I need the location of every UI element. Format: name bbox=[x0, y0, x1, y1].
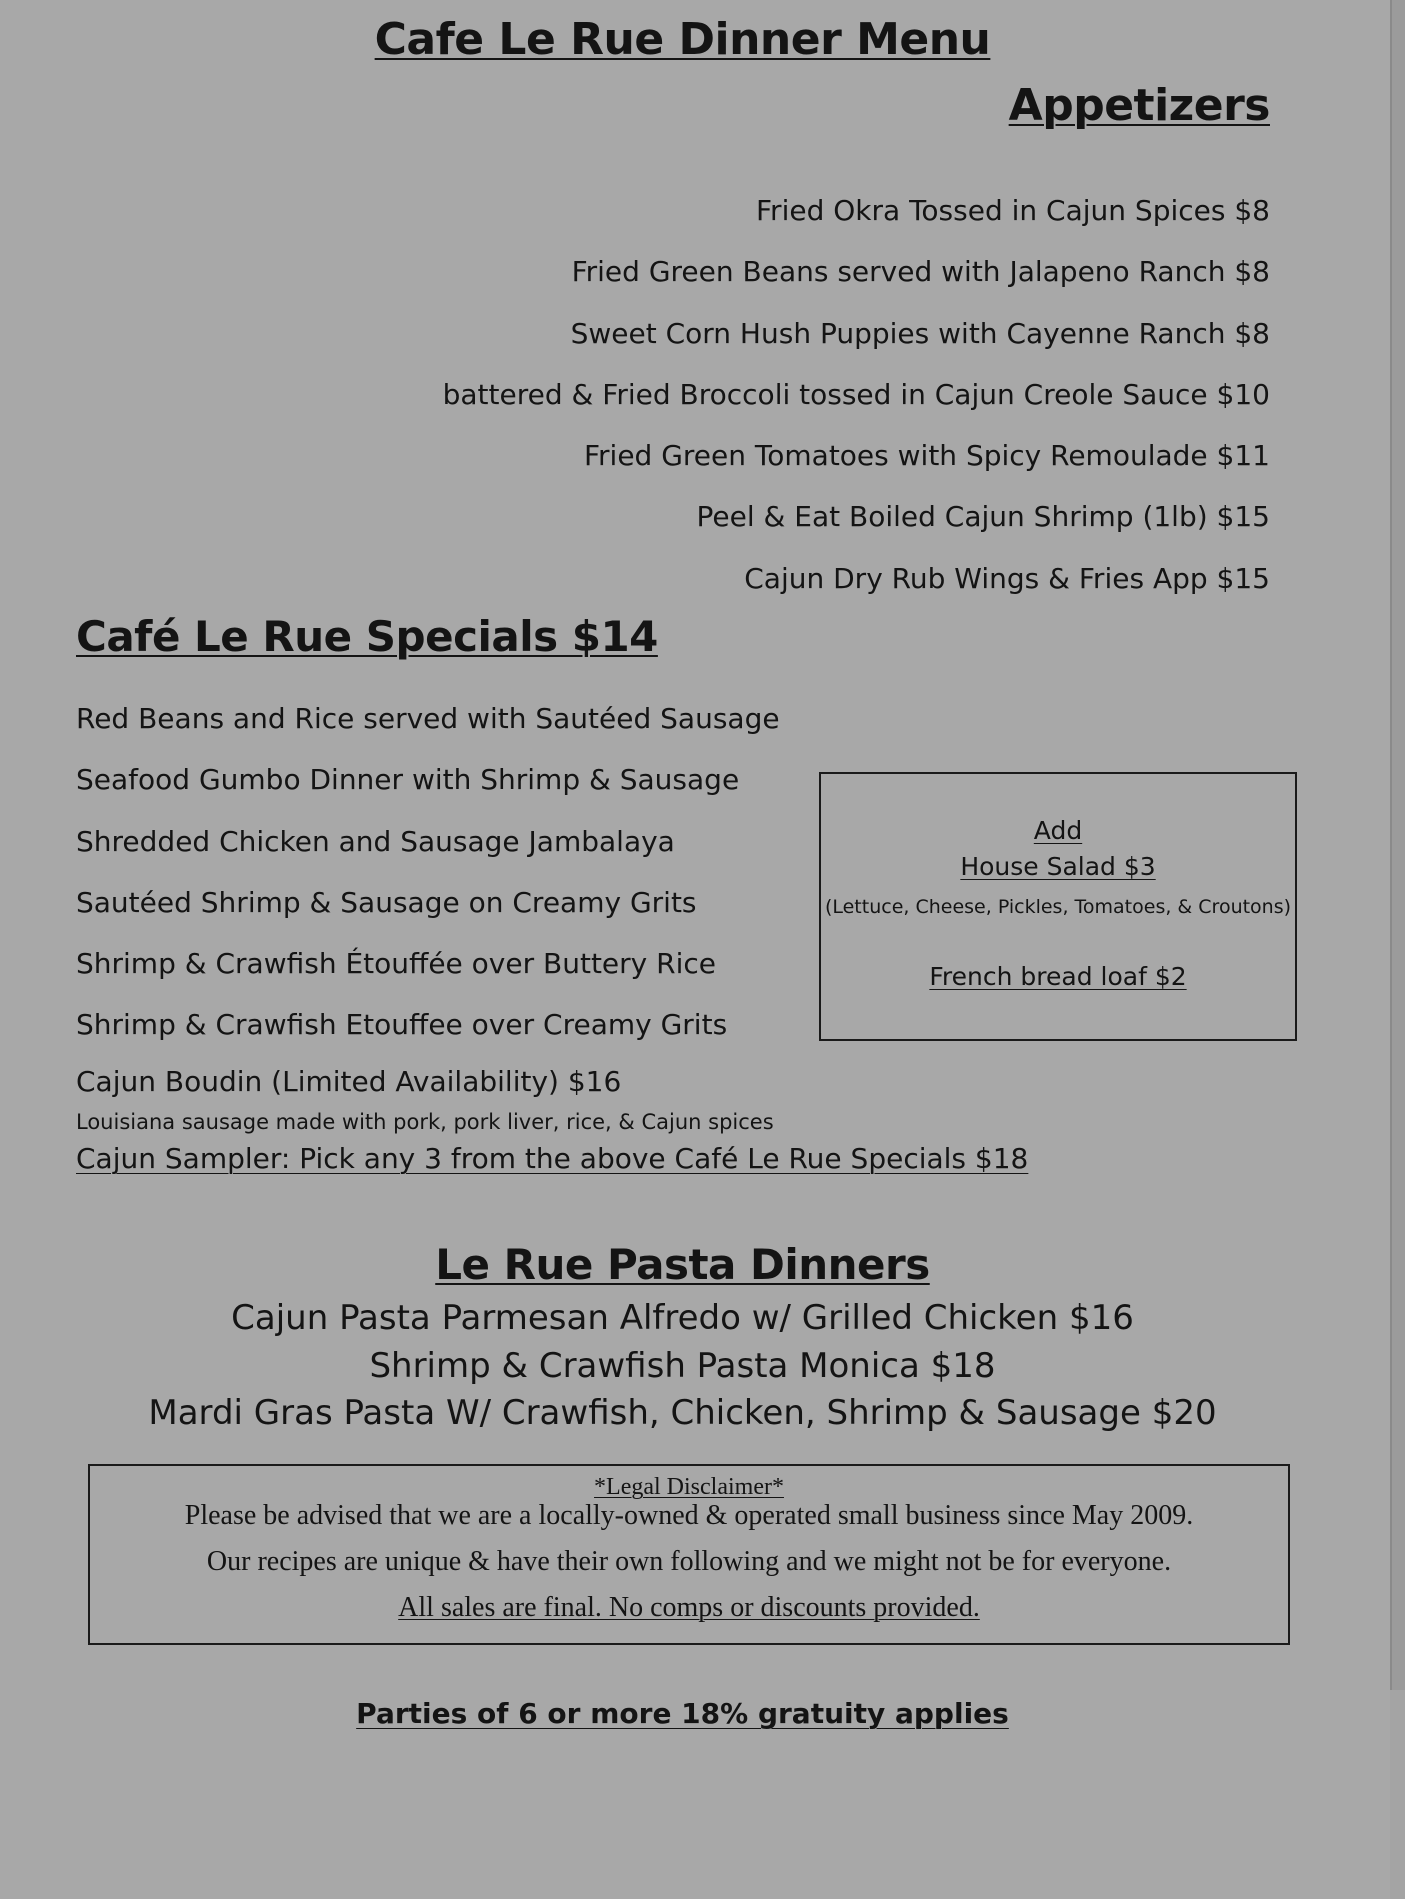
house-salad-item: House Salad $3 bbox=[960, 852, 1156, 881]
appetizer-item: Sweet Corn Hush Puppies with Cayenne Ranch $8 bbox=[570, 316, 1270, 350]
specials-heading: Café Le Rue Specials $14 bbox=[76, 612, 658, 661]
special-item: Shredded Chicken and Sausage Jambalaya bbox=[76, 824, 675, 858]
specials-list bbox=[76, 688, 780, 1056]
special-item: Seafood Gumbo Dinner with Shrimp & Sausage bbox=[76, 763, 740, 797]
pasta-item: Mardi Gras Pasta W/ Crawfish, Chicken, Shrimp & Sausage $20 bbox=[148, 1393, 1217, 1433]
appetizer-item: Fried Green Tomatoes with Spicy Remoulade $11 bbox=[583, 439, 1270, 473]
appetizer-item: Cajun Dry Rub Wings & Fries App $15 bbox=[744, 561, 1270, 595]
pasta-list bbox=[0, 1295, 1365, 1438]
pasta-item: Cajun Pasta Parmesan Alfredo w/ Grilled Chicken $16 bbox=[231, 1298, 1134, 1338]
appetizer-item: Peel & Eat Boiled Cajun Shrimp (1lb) $15 bbox=[696, 500, 1270, 534]
legal-disclaimer-line: All sales are final. No comps or discounts provided. bbox=[398, 1592, 980, 1623]
appetizer-item: Fried Okra Tossed in Cajun Spices $8 bbox=[755, 194, 1270, 227]
pasta-item: Shrimp & Crawfish Pasta Monica $18 bbox=[369, 1345, 996, 1386]
boudin-item: Cajun Boudin (Limited Availability) $16 bbox=[76, 1065, 622, 1098]
legal-disclaimer-line: Please be advised that we are a locally-owned & operated small business since May 2009. bbox=[184, 1500, 1194, 1531]
add-label: Add bbox=[1033, 816, 1083, 845]
page-edge-scrollbar[interactable] bbox=[1390, 0, 1405, 1899]
appetizers-heading: Appetizers bbox=[1008, 80, 1270, 131]
boudin-description: Louisiana sausage made with pork, pork liver, rice, & Cajun spices bbox=[76, 1110, 774, 1134]
special-item: Shrimp & Crawfish Etouffee over Creamy Grits bbox=[76, 1008, 728, 1042]
legal-disclaimer-box bbox=[88, 1464, 1290, 1645]
special-item: Red Beans and Rice served with Sautéed Sausage bbox=[76, 702, 780, 735]
appetizer-item: battered & Fried Broccoli tossed in Cajun Creole Sauce $10 bbox=[442, 377, 1270, 411]
pasta-heading: Le Rue Pasta Dinners bbox=[435, 1240, 930, 1289]
legal-disclaimer-line: Our recipes are unique & have their own following and we might not be for everyone. bbox=[206, 1546, 1172, 1577]
french-bread-item: French bread loaf $2 bbox=[929, 962, 1187, 991]
cajun-sampler-item: Cajun Sampler: Pick any 3 from the above Café Le Rue Specials $18 bbox=[76, 1142, 1029, 1175]
page-edge-shade bbox=[1390, 1690, 1405, 1899]
house-salad-description: (Lettuce, Cheese, Pickles, Tomatoes, & Croutons) bbox=[824, 896, 1292, 918]
appetizers-list bbox=[370, 180, 1270, 609]
legal-disclaimer-title: *Legal Disclaimer* bbox=[594, 1474, 784, 1500]
gratuity-notice: Parties of 6 or more 18% gratuity applies bbox=[356, 1697, 1009, 1730]
addons-box bbox=[819, 772, 1297, 1041]
special-item: Shrimp & Crawfish Étouffée over Buttery Rice bbox=[76, 947, 716, 981]
special-item: Sautéed Shrimp & Sausage on Creamy Grits bbox=[76, 885, 697, 919]
page-title: Cafe Le Rue Dinner Menu bbox=[374, 14, 991, 65]
appetizer-item: Fried Green Beans served with Jalapeno Ranch $8 bbox=[571, 255, 1270, 289]
